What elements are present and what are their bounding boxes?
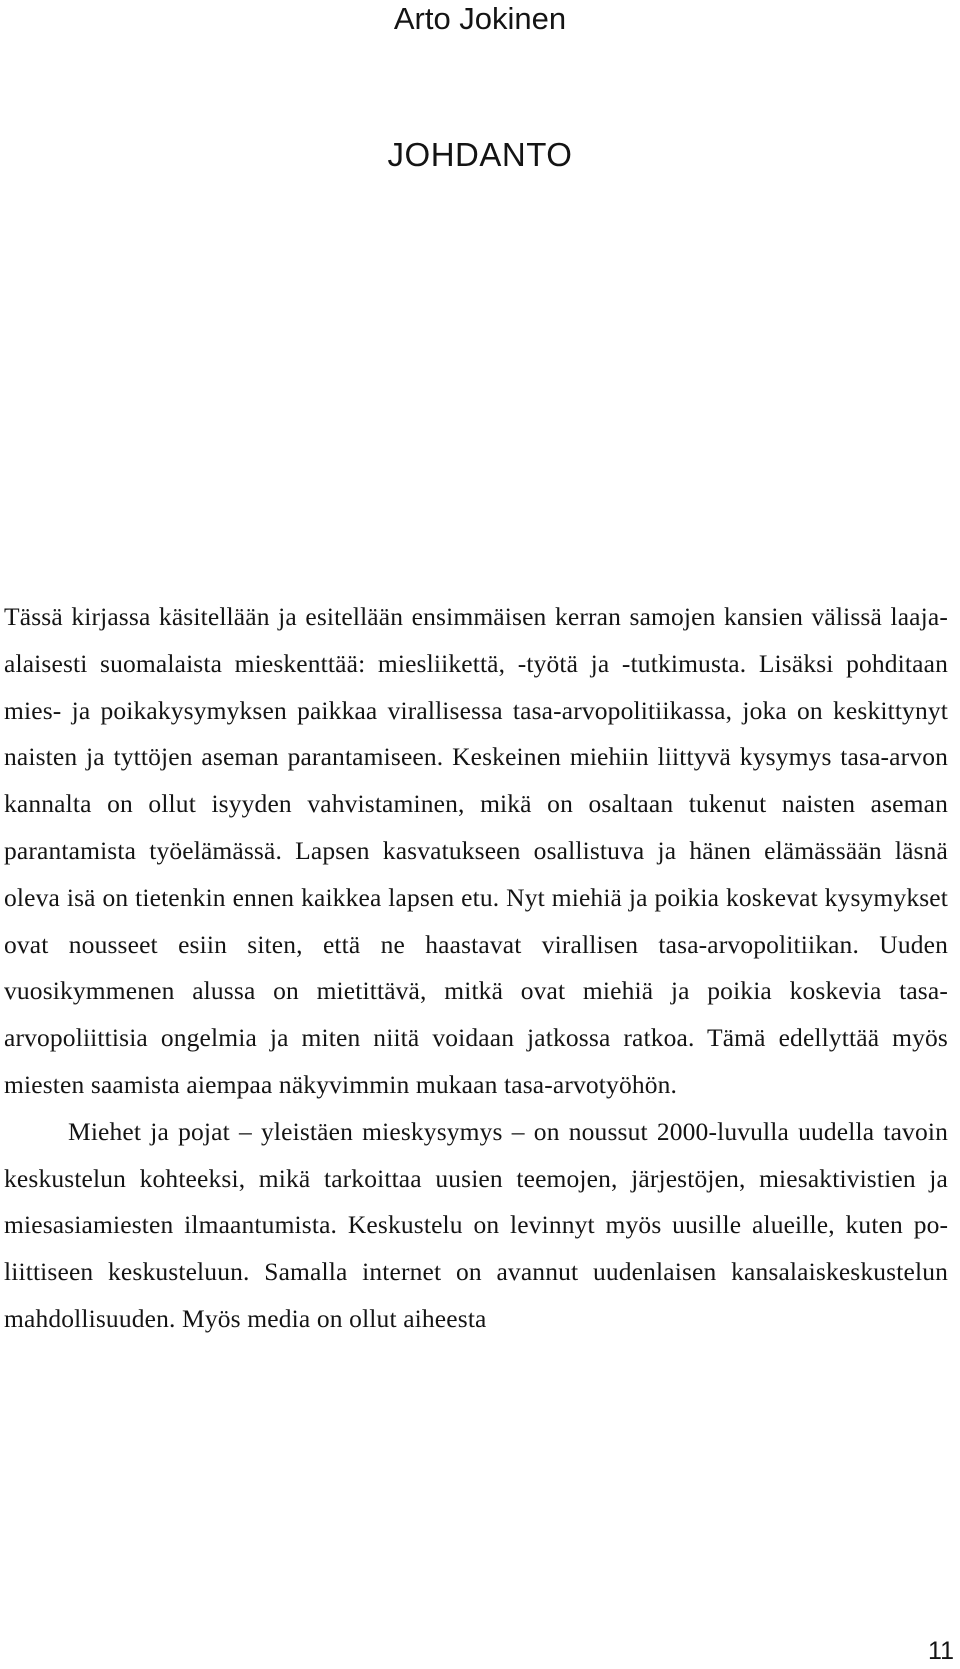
page-number: 11 (928, 1637, 954, 1665)
chapter-title: JOHDANTO (387, 136, 573, 173)
body-text (4, 594, 948, 1343)
author-name: Arto Jokinen (393, 1, 567, 36)
paragraph: Tässä kirjassa käsitellään ja esitellään ensimmäisen kerran samojen kansien välissä laaja-alaisesti suomalaista mieskenttää: miesliikettä, -työtä ja -tutkimusta. Lisäksi pohditaan mies- ja poikakysymyksen paikkaa virallisessa tasa-arvopolitiikassa, joka on keskittynyt naisten ja tyttöjen aseman parantamiseen. Keskeinen miehiin liittyvä kysymys tasa-arvon kannalta on ollut isyyden vahvistaminen, mikä on osaltaan tukenut naisten aseman parantamista työelämässä. Lapsen kasvatukseen osallistuva ja hänen elämässään läsnä oleva isä on tietenkin ennen kaikkea lapsen etu. Nyt miehiä ja poikia koskevat kysymykset ovat nousseet esiin siten, että ne haastavat virallisen tasa-arvopolitiikan. Uuden vuosikymmenen alussa on mietittävä, mitkä ovat miehiä ja poikia koskevia tasa-arvopoliittisia ongelmia ja miten niitä voidaan jatkossa ratkoa. Tämä edellyttää myös miesten saamista aiempaa näkyvimmin mukaan tasa-arvotyöhön. (4, 602, 948, 1099)
paragraph: Miehet ja pojat – yleistäen mieskysymys – on noussut 2000-luvulla uudella tavoin keskustelun kohteeksi, mikä tarkoittaa uusien teemojen, järjestöjen, miesaktivistien ja miesasiamiesten ilmaantumista. Keskustelu on levinnyt myös uusille alueille, kuten poliittiseen keskusteluun. Samalla internet on avannut uudenlaisen kansalaiskeskustelun mahdollisuuden. Myös media on ollut aiheesta (4, 1116, 948, 1333)
